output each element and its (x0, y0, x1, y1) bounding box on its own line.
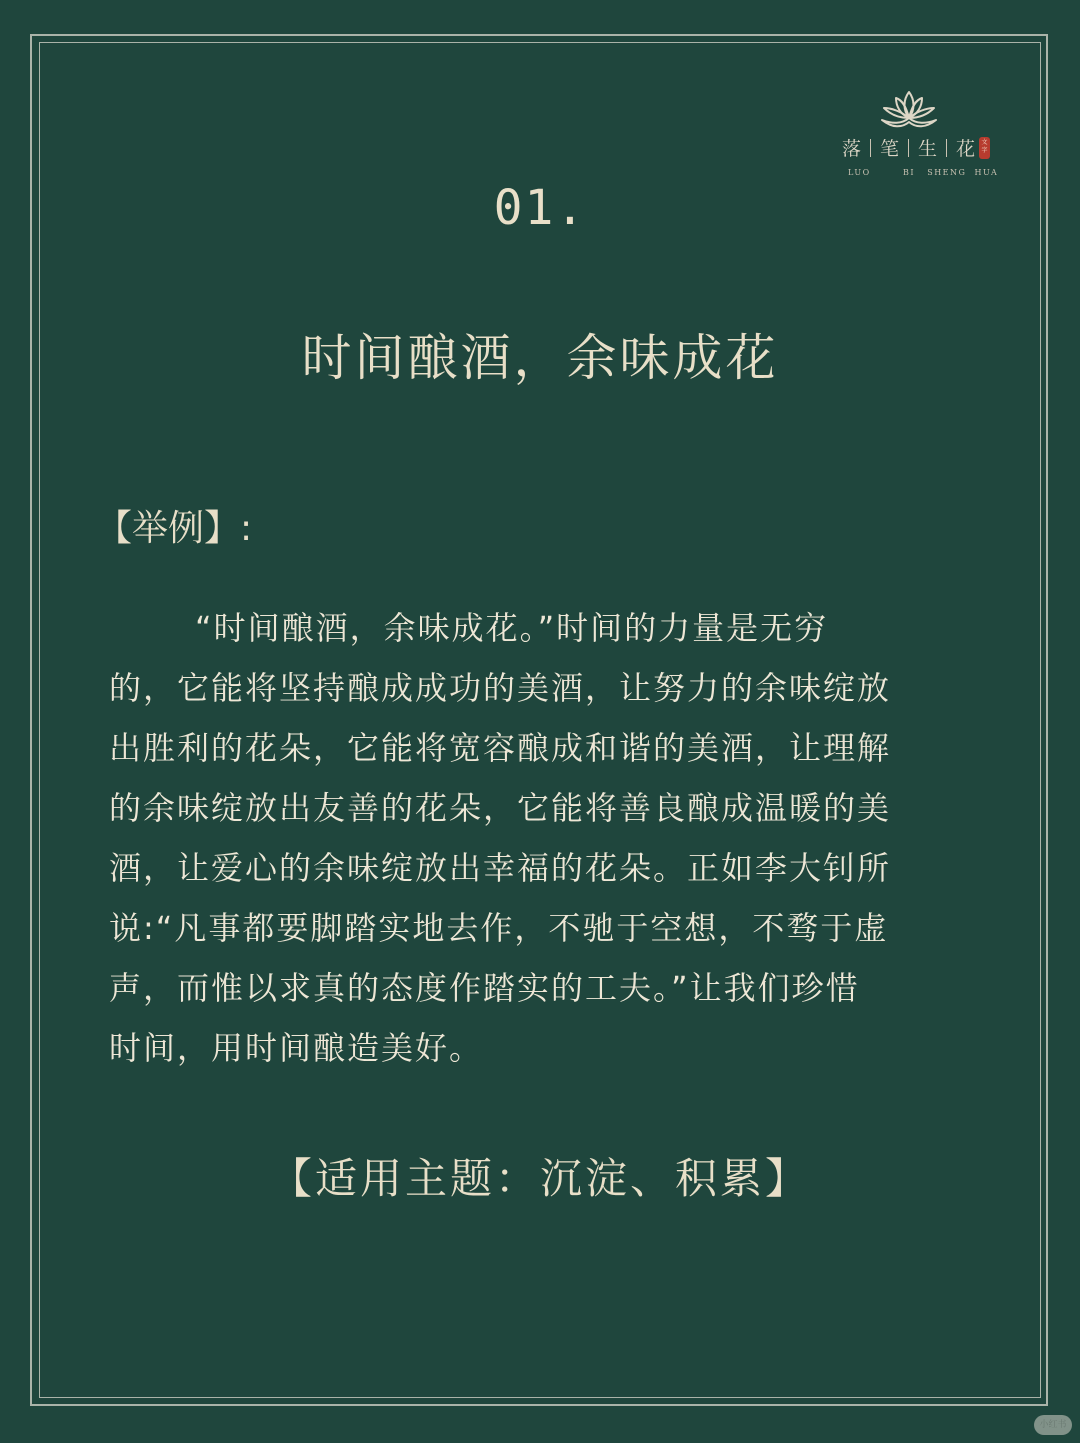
paragraph-line: 的，它能将坚持酿成成功的美酒，让努力的余味绽放 (109, 669, 892, 707)
brand-divider (908, 139, 909, 157)
brand-char: 生 (918, 138, 938, 160)
section-number: 01. (493, 180, 587, 236)
brand-divider (946, 139, 947, 157)
seal-stamp: 文字 (979, 137, 990, 159)
pinyin-word: LUO (848, 168, 871, 177)
paragraph-line: 出胜利的花朵，它能将宽容酿成和谐的美酒，让理解 (109, 729, 892, 767)
brand-logo (838, 86, 998, 186)
page-title: 时间酿酒，余味成花 (301, 329, 779, 387)
paragraph-line: 声，而惟以求真的态度作踏实的工夫。”让我们珍惜 (109, 969, 860, 1007)
pinyin-word: BI (903, 168, 916, 177)
brand-divider (870, 139, 871, 157)
pinyin-word: SHENG (927, 168, 967, 177)
paragraph-line: 说:“凡事都要脚踏实地去作，不驰于空想，不骛于虚 (109, 909, 889, 947)
watermark-badge: 小红书 (1034, 1415, 1072, 1435)
paragraph-line: 的余味绽放出友善的花朵，它能将善良酿成温暖的美 (109, 789, 892, 827)
example-label: 【举例】: (96, 508, 253, 549)
lotus-icon (876, 86, 942, 132)
paragraph-line: 时间，用时间酿造美好。 (109, 1029, 484, 1067)
pinyin-word: HUA (974, 168, 999, 177)
example-paragraph (109, 598, 959, 1078)
paragraph-line: “时间酿酒，余味成花。”时间的力量是无穷 (195, 609, 829, 647)
brand-pinyin (848, 168, 998, 177)
applicable-theme: 【适用主题：沉淀、积累】 (269, 1154, 810, 1203)
brand-char: 笔 (880, 138, 900, 160)
paragraph-line: 酒，让爱心的余味绽放出幸福的花朵。正如李大钊所 (109, 849, 892, 887)
brand-name (842, 134, 998, 161)
brand-char: 花 (956, 138, 976, 160)
brand-char: 落 (842, 138, 862, 160)
